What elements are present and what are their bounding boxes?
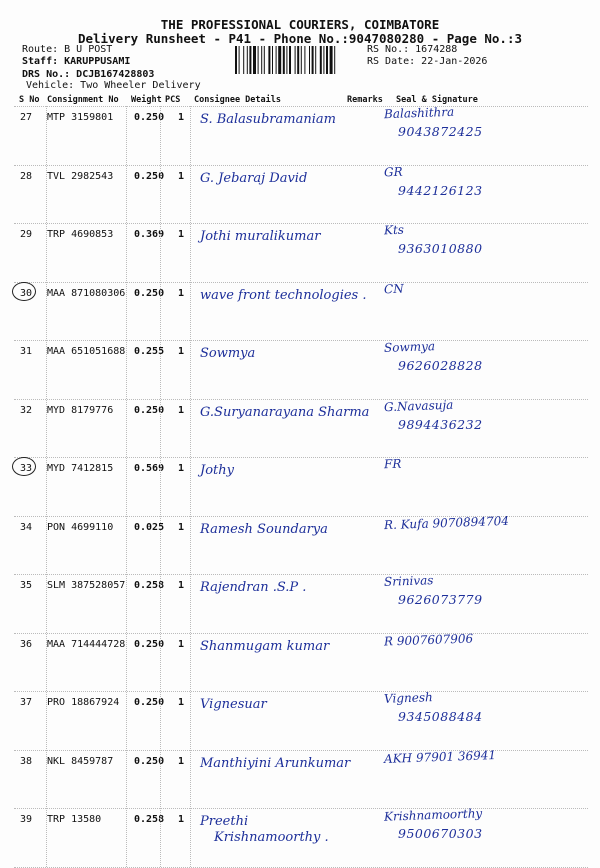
signature-phone: 9626073779 [398, 592, 483, 607]
consignee-name: G.Suryanarayana Sharma [200, 404, 370, 420]
pieces-count: 1 [178, 287, 185, 299]
serial-number: 33 [20, 463, 33, 474]
barcode-bar [278, 46, 281, 74]
barcode-bar [272, 46, 273, 74]
serial-number: 27 [20, 112, 33, 123]
rs-number: RS No.: 1674288 [367, 44, 458, 55]
col-seal-signature: Seal & Signature [396, 95, 478, 105]
signature: CN [383, 281, 404, 296]
barcode-bar [334, 46, 335, 74]
pieces-count: 1 [178, 814, 185, 825]
serial-number: 35 [20, 580, 33, 591]
signature-phone: 9894436232 [398, 416, 483, 432]
serial-number: 37 [20, 697, 33, 708]
serial-number: 34 [20, 521, 33, 533]
consignee-name: Vignesuar [200, 697, 267, 712]
table-row [14, 165, 588, 223]
consignment-number: PON 4699110 [47, 521, 114, 533]
signature-phone: 9043872425 [398, 124, 483, 139]
col-remarks: Remarks [347, 95, 383, 105]
consignment-number: MAA 871080306 [47, 287, 126, 299]
consignment-number: MTP 3159801 [47, 112, 114, 123]
circle-mark [12, 457, 36, 476]
weight-value: 0.258 [134, 580, 165, 591]
barcode-bar [268, 46, 270, 74]
barcode-image [235, 46, 363, 74]
barcode-bar [261, 46, 262, 74]
barcode-bar [326, 46, 328, 74]
consignment-number: TRP 13580 [47, 814, 102, 825]
drs-number: DRS No.: DCJB167428803 [22, 69, 155, 80]
table-row [14, 340, 588, 398]
weight-value: 0.025 [134, 521, 165, 533]
signature-phone: 9442126123 [398, 182, 483, 198]
barcode-bar [320, 46, 322, 74]
pieces-count: 1 [178, 463, 185, 474]
consignment-number: MAA 651051688 [47, 346, 126, 357]
consignee-name: G. Jebaraj David [200, 170, 308, 186]
signature: GR [383, 164, 403, 179]
barcode-bar [243, 46, 244, 74]
signature: AKH 97901 36941 [383, 747, 497, 766]
route-label: Route: B U POST [22, 44, 113, 55]
barcode-bar [309, 46, 310, 74]
consignee-name: Ramesh Soundarya [200, 521, 328, 537]
serial-number: 30 [20, 287, 33, 299]
barcode-bar [235, 46, 237, 74]
barcode-bar [249, 46, 251, 74]
consignment-number: NKL 8459787 [47, 755, 114, 767]
barcode-bar [323, 46, 324, 74]
consignment-number: TVL 2982543 [47, 170, 114, 182]
pieces-count: 1 [178, 580, 185, 591]
signature: FR [383, 456, 402, 472]
barcode-bar [258, 46, 259, 74]
signature: Vignesh [383, 690, 433, 706]
consignee-name: Sowmya [200, 346, 256, 361]
serial-number: 29 [20, 229, 33, 240]
rs-date: RS Date: 22-Jan-2026 [367, 56, 488, 67]
barcode-bar [315, 46, 316, 74]
signature: R 9007607906 [383, 630, 474, 649]
consignee-name: Shanmugam kumar [200, 638, 330, 654]
pieces-count: 1 [178, 521, 185, 533]
consignment-number: MYD 8179776 [47, 404, 114, 416]
signature-phone: 9626028828 [398, 358, 483, 373]
weight-value: 0.250 [134, 170, 165, 182]
table-row [14, 691, 588, 749]
barcode-bar [239, 46, 240, 74]
serial-number: 31 [20, 346, 33, 357]
serial-number: 36 [20, 638, 33, 650]
signature-phone: 9345088484 [398, 709, 483, 724]
table-row [14, 630, 588, 691]
col-pcs: PCS [165, 95, 181, 105]
weight-value: 0.255 [134, 346, 165, 357]
barcode-bar [283, 46, 285, 74]
weight-value: 0.250 [134, 697, 165, 708]
consignee-name-line2: Krishnamoorthy . [214, 830, 329, 845]
signature: G.Navasuja [383, 397, 454, 414]
col-consignee: Consignee Details [194, 95, 281, 105]
consignee-name: Jothy [200, 463, 234, 478]
staff-label: Staff: KARUPPUSAMI [22, 56, 131, 67]
signature: Srinivas [383, 573, 434, 589]
consignee-name: Jothi muralikumar [200, 229, 321, 244]
barcode-bar [286, 46, 287, 74]
weight-value: 0.250 [134, 404, 165, 416]
weight-value: 0.250 [134, 287, 165, 299]
pieces-count: 1 [178, 346, 185, 357]
serial-number: 38 [20, 755, 33, 767]
col-weight: Weight [131, 95, 162, 105]
weight-value: 0.369 [134, 229, 165, 240]
pieces-count: 1 [178, 229, 185, 240]
weight-value: 0.569 [134, 463, 165, 474]
table-row [14, 457, 588, 515]
consignee-name: Manthiyini Arunkumar [200, 755, 351, 771]
consignment-number: MAA 714444728 [47, 638, 126, 650]
column-divider [126, 106, 127, 867]
consignee-name: Rajendran .S.P . [200, 580, 307, 595]
consignee-name: Preethi [200, 814, 249, 829]
consignee-name: S. Balasubramaniam [200, 112, 336, 127]
table-row [14, 223, 588, 281]
table-row [14, 399, 588, 457]
consignment-number: MYD 7412815 [47, 463, 114, 474]
signature-phone: 9363010880 [398, 241, 483, 256]
barcode-bar [301, 46, 302, 74]
weight-value: 0.250 [134, 112, 165, 123]
barcode-bar [253, 46, 256, 74]
barcode-bar [304, 46, 305, 74]
consignee-name: wave front technologies . [200, 287, 367, 303]
barcode-bar [247, 46, 248, 74]
weight-value: 0.258 [134, 814, 165, 825]
table-row [14, 513, 588, 574]
column-divider [46, 106, 47, 867]
consignment-number: PRO 18867924 [47, 697, 120, 708]
signature: Sowmya [383, 339, 436, 355]
serial-number: 39 [20, 814, 33, 825]
pieces-count: 1 [178, 697, 185, 708]
col-sno: S No [19, 95, 40, 105]
barcode-bar [295, 46, 296, 74]
barcode-bar [312, 46, 314, 74]
pieces-count: 1 [178, 112, 185, 123]
barcode-bar [330, 46, 333, 74]
table-row [14, 282, 588, 340]
barcode-bar [297, 46, 299, 74]
table-row [14, 808, 588, 866]
pieces-count: 1 [178, 638, 185, 650]
barcode-bar [276, 46, 277, 74]
pieces-count: 1 [178, 755, 185, 767]
table-row [14, 747, 588, 808]
consignment-number: SLM 387528057 [47, 580, 126, 591]
signature: Krishnamoorthy [383, 806, 483, 824]
circle-mark [12, 282, 36, 301]
signature: R. Kufa 9070894704 [383, 513, 510, 532]
pieces-count: 1 [178, 170, 185, 182]
column-divider [190, 106, 191, 867]
weight-value: 0.250 [134, 638, 165, 650]
table-row [14, 106, 588, 164]
col-consignment: Consignment No [47, 95, 119, 105]
barcode-bar [289, 46, 291, 74]
weight-value: 0.250 [134, 755, 165, 767]
pieces-count: 1 [178, 404, 185, 416]
company-title: THE PROFESSIONAL COURIERS, COIMBATORE [160, 17, 440, 32]
vehicle-label: Vehicle: Two Wheeler Delivery [26, 80, 201, 91]
signature: Kts [383, 222, 405, 238]
serial-number: 32 [20, 404, 33, 416]
serial-number: 28 [20, 170, 33, 182]
row-divider [14, 867, 588, 868]
consignment-number: TRP 4690853 [47, 229, 114, 240]
signature: Balashithra [383, 104, 455, 122]
barcode-bar [264, 46, 265, 74]
column-divider [160, 106, 161, 867]
signature-phone: 9500670303 [398, 826, 483, 841]
table-row [14, 574, 588, 632]
runsheet-subtitle: Delivery Runsheet - P41 - Phone No.:9047080280 - Page No.:3 [77, 31, 522, 46]
